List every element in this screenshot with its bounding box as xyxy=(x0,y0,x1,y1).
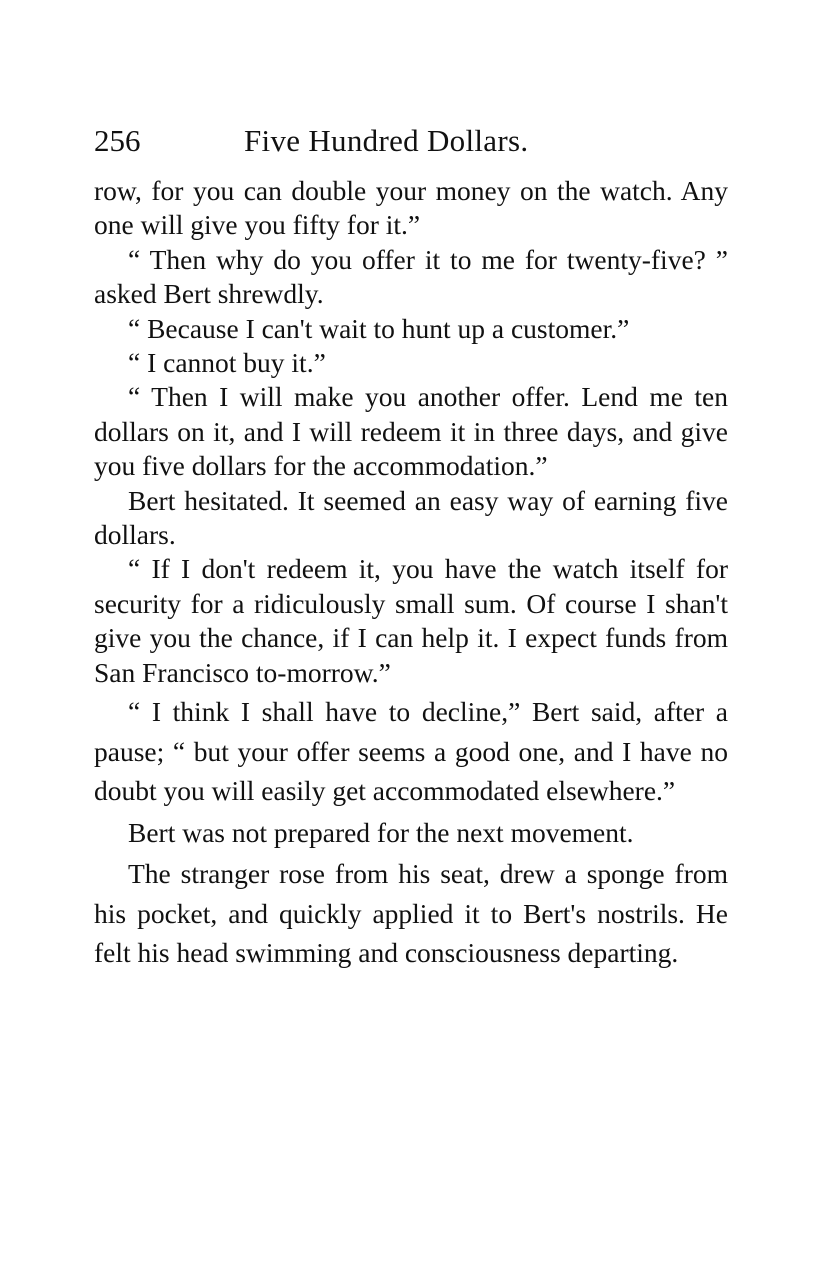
paragraph: “ Because I can't wait to hunt up a customer.” xyxy=(128,312,630,344)
paragraph: Bert hesitated. It seemed an easy way of earning five dollars. xyxy=(94,484,728,551)
paragraph-continuation: row, for you can double your money on the watch. Any one will give you fifty for it.” xyxy=(94,175,728,241)
running-title: Five Hundred Dollars. xyxy=(244,123,529,158)
running-head xyxy=(94,120,728,162)
paragraph: Bert was not prepared for the next movement. xyxy=(128,816,634,848)
paragraph: “ I think I shall have to decline,” Bert said, after a pause; “ but your offer seems a good one, and I have no doubt you will easily get accommodated elsewhere.” xyxy=(94,696,728,807)
paragraph: “ Then why do you offer it to me for twenty-five? ” asked Bert shrewdly. xyxy=(94,243,728,310)
page-number: 256 xyxy=(94,123,141,158)
paragraph: “ Then I will make you another offer. Lend me ten dollars on it, and I will redeem it in three days, and give you five dollars for the accommodation.” xyxy=(94,381,728,482)
paragraph: “ I cannot buy it.” xyxy=(128,347,326,379)
book-page xyxy=(94,120,728,973)
paragraph: The stranger rose from his seat, drew a sponge from his pocket, and quickly applied it to Bert's nostrils. He felt his head swimming and consciousness departing. xyxy=(94,858,728,969)
paragraph: “ If I don't redeem it, you have the watch itself for security for a ridiculously small sum. Of course I shan't give you the chance, if I can help it. I expect funds from San Francisco to-morrow.” xyxy=(94,553,728,688)
body-text xyxy=(94,174,728,973)
